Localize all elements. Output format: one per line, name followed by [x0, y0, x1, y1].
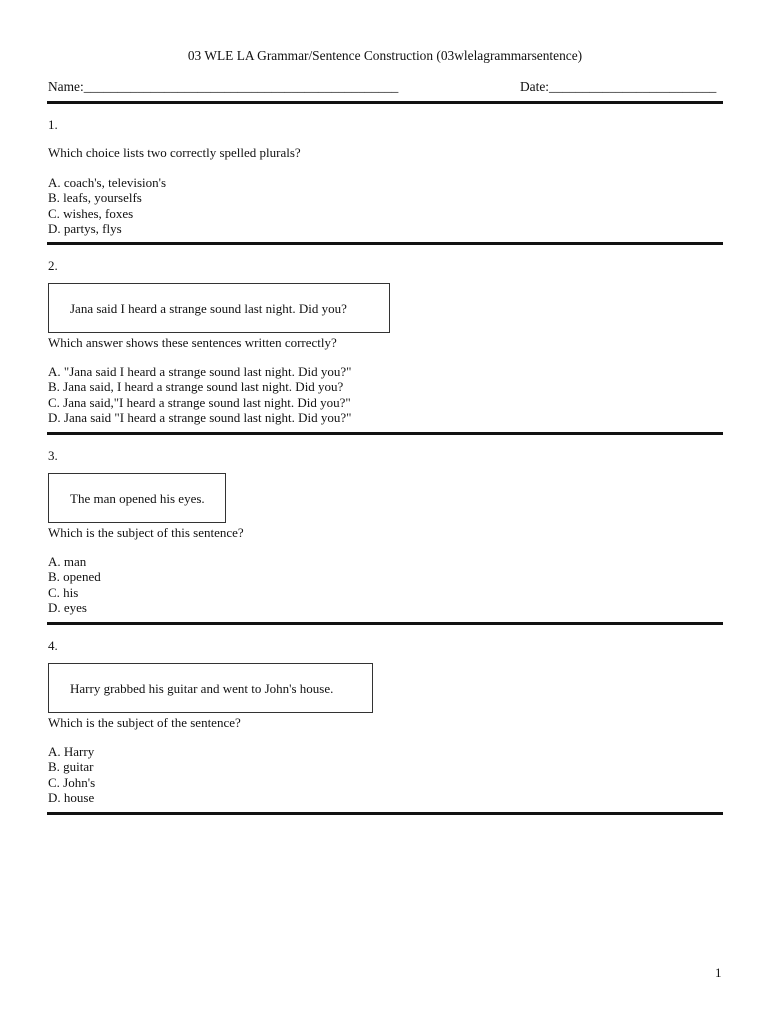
question-prompt: Which choice lists two correctly spelled plurals?: [48, 145, 301, 160]
choice-d: D. eyes: [48, 600, 87, 616]
worksheet-title: 03 WLE LA Grammar/Sentence Construction (03wlelagrammarsentence): [187, 48, 583, 63]
choice-a: A. coach's, television's: [48, 175, 167, 190]
page-number: 1: [715, 965, 722, 980]
choice-b: B. leafs, yourselfs: [48, 190, 142, 206]
question-divider: [47, 812, 723, 815]
choice-c: C. wishes, foxes: [48, 205, 134, 221]
answer-choices: [48, 175, 166, 237]
question-number: 3.: [48, 448, 58, 463]
date-field: Date:_________________________: [520, 79, 717, 94]
question-divider: [47, 432, 723, 435]
name-field: Name:_______________________________________________: [48, 79, 399, 94]
choice-a: A. Harry: [48, 744, 95, 759]
sentence-box: Jana said I heard a strange sound last night. Did you?: [48, 283, 390, 333]
choice-c: C. Jana said,"I heard a strange sound last night. Did you?": [48, 394, 351, 410]
answer-choices: [48, 554, 101, 616]
question-number: 2.: [48, 258, 58, 273]
choice-d: D. Jana said "I heard a strange sound last night. Did you?": [48, 410, 352, 426]
choice-a: A. man: [48, 554, 87, 569]
sentence-box: The man opened his eyes.: [48, 473, 226, 523]
question-divider: [47, 242, 723, 245]
header-divider: [47, 101, 723, 104]
question-prompt: Which is the subject of the sentence?: [48, 715, 241, 730]
choice-d: D. partys, flys: [48, 221, 122, 237]
answer-choices: [48, 364, 351, 426]
question-prompt: Which is the subject of this sentence?: [48, 525, 244, 540]
choice-b: B. opened: [48, 569, 101, 585]
choice-c: C. his: [48, 584, 79, 600]
choice-b: B. guitar: [48, 759, 94, 775]
choice-c: C. John's: [48, 774, 96, 790]
question-prompt: Which answer shows these sentences written correctly?: [48, 335, 337, 350]
choice-a: A. "Jana said I heard a strange sound last night. Did you?": [48, 364, 352, 379]
sentence-box: Harry grabbed his guitar and went to John's house.: [48, 663, 373, 713]
choice-b: B. Jana said, I heard a strange sound last night. Did you?: [48, 379, 344, 395]
question-number: 1.: [48, 117, 58, 132]
question-divider: [47, 622, 723, 625]
question-number: 4.: [48, 638, 58, 653]
answer-choices: [48, 744, 95, 806]
choice-d: D. house: [48, 790, 95, 806]
